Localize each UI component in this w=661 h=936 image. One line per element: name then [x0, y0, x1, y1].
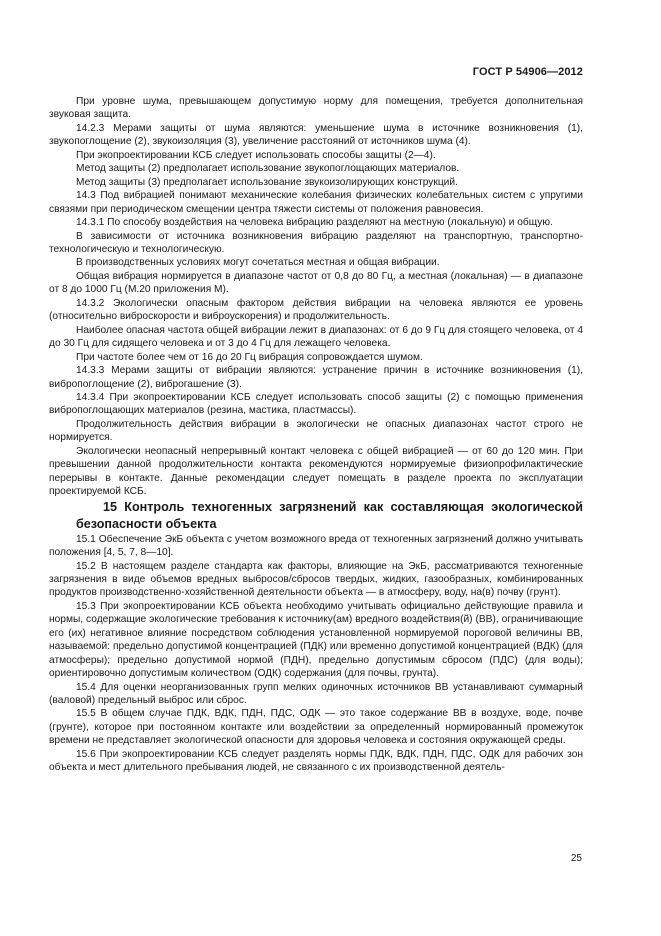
paragraph: 14.3.4 При экопроектировании КСБ следует использовать способ защиты (2) с помощью применения вибропоглощающих материалов (резина, мастика, пластмассы). — [49, 391, 583, 417]
paragraph: При частоте более чем от 16 до 20 Гц вибрация сопровождается шумом. — [76, 351, 423, 363]
page-number: 25 — [570, 853, 582, 864]
paragraph: В зависимости от источника возникновения вибрацию разделяют на транспортную, транспортно-технологическую и технологическую. — [49, 230, 583, 255]
paragraph: 15.2 В настоящем разделе стандарта как факторы, влияющие на ЭкБ, рассматриваются техногенные загрязнения в виде объемов вредных выбросов/сбросов твердых, жидких, газообразных, комбинированных продуктов производственно-хозяйственной деятельности объекта — в атмосферу, воду, на(в) почву (грунт). — [49, 560, 583, 599]
paragraph: 15.5 В общем случае ПДК, ВДК, ПДН, ПДС, ОДК — это такое содержание ВВ в воздухе, воде, почве (грунте), которое при постоянном контакте или воздействии за определенный нормированный промежуток времени не представляет экологической опасности для здоровья человека и состояния окружающей среды. — [49, 708, 583, 747]
paragraph: 14.3.2 Экологически опасным фактором действия вибрации на человека являются ее уровень (относительно виброскорости и виброускорения) и продолжительность. — [49, 297, 583, 323]
section-title: 15 Контроль техногенных загрязнений как составляющая экологической безопасности объекта — [76, 499, 583, 531]
paragraph: 15.3 При экопроектировании КСБ объекта необходимо учитывать официально действующие правила и нормы, содержащие экологические требования к источнику(ам) вредного воздействия(й) (ВВ), ограничивающие его (их) негативное влияние посредством соблюдения установленной нормируемой пороговой величины ВВ, называемой: предельно допустимой концентрацией (ПДК) или временно допустимой концентрацией (ВДК) (для атмосферы); предельно допустимой нормой (ПДН), предельно допустимым сбросом (ПДС) (для воды); ориентировочно допустимым количеством (ОДК) содержания (для почвы, грунта). — [49, 600, 583, 680]
paragraph: 15.1 Обеспечение ЭкБ объекта с учетом возможного вреда от техногенных загрязнений должно учитывать положения [4, 5, 7, 8—10]. — [49, 533, 583, 559]
document-header: ГОСТ Р 54906—2012 — [472, 66, 583, 78]
paragraphs-after-section — [49, 533, 583, 775]
paragraph: Метод защиты (2) предполагает использование звукопоглощающих материалов. — [76, 163, 460, 175]
paragraph: 14.3.1 По способу воздействия на человека вибрацию разделяют на местную (локальную) и общую. — [76, 217, 553, 229]
paragraph: Продолжительность действия вибрации в экологически не опасных диапазонах частот строго не нормируется. — [49, 418, 583, 444]
paragraph: При уровне шума, превышающем допустимую норму для помещения, требуется дополнительная звуковая защита. — [49, 96, 583, 121]
paragraph: Метод защиты (3) предполагает использование звукоизолирующих конструкций. — [76, 176, 458, 188]
paragraph: 15.4 Для оценки неорганизованных групп мелких одиночных источников ВВ устанавливают суммарный (валовой) предельный выброс или сброс. — [49, 681, 583, 707]
paragraph: 14.3.3 Мерами защиты от вибрации являются: устранение причин в источнике возникновения (1), вибропоглощение (2), виброгашение (3). — [49, 365, 583, 390]
paragraph: 15.6 При экопроектировании КСБ следует разделять нормы ПДК, ВДК, ПДН, ПДС, ОДК для рабочих зон объекта и мест длительного пребывания людей, не связанного с их производственной деятель- — [49, 748, 583, 774]
paragraph: Экологически неопасный непрерывный контакт человека с общей вибрацией — от 60 до 120 мин. При превышении данной продолжительности контакта рекомендуются нормируемые физиопрофилактические перерывы в контакте. Данные рекомендации следует помещать в разделе проекта по эксплуатации проектируемой КСБ. — [49, 445, 583, 498]
paragraph: При экопроектировании КСБ следует использовать способы защиты (2—4). — [76, 149, 436, 161]
paragraph: В производственных условиях могут сочетаться местная и общая вибрации. — [76, 257, 440, 269]
paragraph: 14.2.3 Мерами защиты от шума являются: уменьшение шума в источнике возникновения (1), звукопоглощение (2), звукоизоляция (3), увеличение расстояний от источников шума (4). — [49, 122, 583, 148]
paragraph: 14.3 Под вибрацией понимают механические колебания физических колебательных систем с упругими связями при периодическом смещении центра тяжести системы от положения равновесия. — [49, 190, 583, 215]
document-body — [49, 95, 583, 775]
paragraph: Общая вибрация нормируется в диапазоне частот от 0,8 до 80 Гц, а местная (локальная) — в диапазоне от 8 до 1000 Гц (М.20 приложения М). — [49, 270, 583, 296]
paragraph: Наиболее опасная частота общей вибрации лежит в диапазонах: от 6 до 9 Гц для стоящего человека, от 4 до 30 Гц для сидящего человека и от 3 до 4 Гц для лежащего человека. — [49, 324, 583, 350]
paragraphs-before-section — [49, 95, 583, 499]
